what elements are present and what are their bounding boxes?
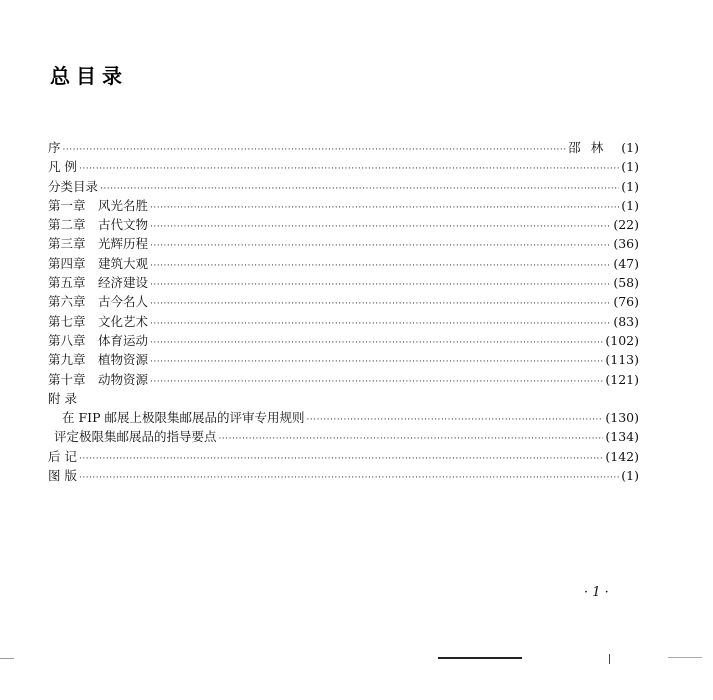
toc-entry-label: 第三章 光辉历程: [48, 236, 149, 252]
toc-entry-appendix-guidelines[interactable]: [48, 427, 639, 446]
toc-entry-chapter-9[interactable]: [48, 350, 639, 369]
toc-entry-label: 后 记: [48, 448, 77, 464]
toc-entry-chapter-3[interactable]: [48, 234, 639, 253]
page-number: · 1 ·: [584, 585, 609, 600]
toc-entry-author: 邵林: [568, 140, 614, 155]
scan-artifact-tick: [609, 654, 610, 664]
toc-entry-label: 第五章 经济建设: [48, 275, 149, 291]
toc-entry-label: 第七章 文化艺术: [48, 313, 149, 329]
toc-entry-plates[interactable]: [48, 466, 639, 485]
toc-entry-label: 第一章 风光名胜: [48, 197, 149, 213]
toc-entry-afterword[interactable]: [48, 447, 639, 466]
leader-dots: [150, 276, 611, 295]
leader-dots: [219, 430, 604, 449]
scan-artifact-line: [438, 657, 522, 659]
toc-entry-chapter-6[interactable]: [48, 292, 639, 311]
leader-dots: [150, 373, 603, 392]
leader-dots: [150, 315, 611, 334]
toc-entry-label: 第六章 古今名人: [48, 294, 149, 310]
toc-entry-page: (1): [621, 159, 639, 175]
toc-entry-chapter-10[interactable]: [48, 370, 639, 389]
toc-entry-label: 分类目录: [48, 178, 99, 194]
toc-entry-page: (58): [613, 275, 639, 291]
leader-dots: [150, 257, 611, 276]
toc-entry-label: 凡 例: [48, 159, 77, 175]
toc-entry-page: (1): [621, 197, 639, 213]
toc-entry-label: 第九章 植物资源: [48, 352, 149, 368]
leader-dots: [150, 218, 611, 237]
toc-entry-chapter-5[interactable]: [48, 273, 639, 292]
leader-dots: [63, 141, 567, 160]
toc-entry-label: 评定极限集邮展品的指导要点: [54, 429, 217, 445]
leader-dots: [150, 295, 611, 314]
toc-entry-chapter-2[interactable]: [48, 215, 639, 234]
toc-entry-page: (113): [605, 352, 639, 368]
toc-entry-label: 第十章 动物资源: [48, 371, 149, 387]
toc-entry-page: (47): [613, 255, 639, 271]
leader-dots: [100, 180, 619, 199]
leader-dots: [79, 160, 619, 179]
leader-dots: [150, 334, 603, 353]
leader-dots: [150, 237, 611, 256]
scan-artifact-line: [668, 657, 702, 658]
toc-entry-chapter-4[interactable]: [48, 254, 639, 273]
toc-entry-appendix-fip-rules[interactable]: [48, 408, 639, 427]
toc-entry-page: (121): [605, 371, 639, 387]
toc-entry-label: 第四章 建筑大观: [48, 255, 149, 271]
toc-entry-label: 附 录: [48, 390, 77, 406]
toc-entry-page: (36): [613, 236, 639, 252]
toc-entry-page: (102): [605, 332, 639, 348]
toc-entry-chapter-8[interactable]: [48, 331, 639, 350]
page-title: 总目录: [50, 64, 128, 88]
toc-entry-label: 序: [48, 140, 61, 155]
leader-dots: [150, 199, 619, 218]
toc-entry-chapter-1[interactable]: [48, 196, 639, 215]
toc-entry-page: (142): [605, 448, 639, 464]
toc-entry-notes[interactable]: [48, 157, 639, 176]
toc-entry-page: (134): [605, 429, 639, 445]
leader-dots: [79, 450, 603, 469]
toc-entry-page: (83): [613, 313, 639, 329]
toc-entry-page: (76): [613, 294, 639, 310]
toc-entry-label: 在 FIP 邮展上极限集邮展品的评审专用规则: [62, 410, 305, 426]
leader-dots: [79, 469, 619, 488]
toc-entry-page: (130): [605, 410, 639, 426]
leader-dots: [306, 411, 603, 430]
toc-entry-label: 第二章 古代文物: [48, 217, 149, 233]
table-of-contents: [48, 138, 639, 485]
toc-entry-page: (1): [621, 468, 639, 484]
toc-entry-label: 第八章 体育运动: [48, 332, 149, 348]
leader-dots: [150, 353, 603, 372]
scan-artifact-line: [0, 658, 14, 659]
toc-entry-page: (22): [613, 217, 639, 233]
toc-entry-category-index[interactable]: [48, 177, 639, 196]
toc-entry-page: (1): [621, 178, 639, 194]
toc-entry-page: (1): [621, 140, 639, 155]
toc-entry-label: 图 版: [48, 468, 77, 484]
toc-entry-chapter-7[interactable]: [48, 312, 639, 331]
toc-entry-preface[interactable]: [48, 138, 639, 157]
